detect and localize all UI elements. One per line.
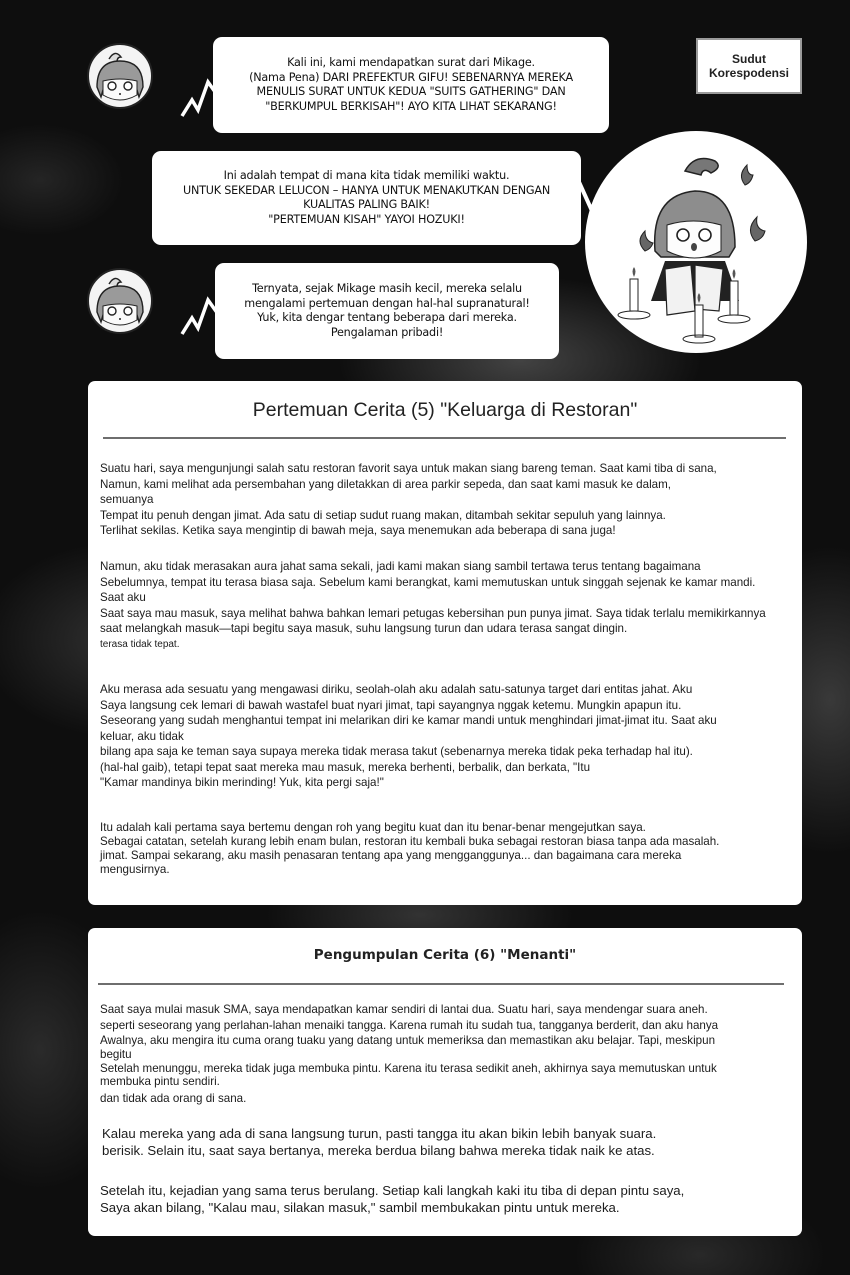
speech-bubble-2: [152, 151, 581, 245]
section-label-line: Korespodensi: [708, 66, 789, 80]
text-line: dan tidak ada orang di sana.: [100, 1092, 247, 1105]
chibi-face-icon: [89, 270, 151, 332]
story-panel-6: [88, 928, 802, 1236]
story-paragraph: [100, 682, 786, 791]
story-paragraph: [100, 821, 786, 877]
bubble-line: Ternyata, sejak Mikage masih kecil, mereka selalu: [252, 282, 522, 295]
text-line: Terlihat sekilas. Ketika saya mengintip di bawah meja, saya menemukan ada beberapa di sana juga!: [100, 524, 616, 537]
text-line: Saat saya mau masuk, saya melihat bahwa bahkan lemari petugas kebersihan pun punya jimat. Saya tidak terlalu memikirkannya: [100, 606, 766, 620]
text-line: Suatu hari, saya mengunjungi salah satu restoran favorit saya untuk makan siang bareng teman. Saat kami tiba di sana,: [100, 462, 717, 475]
character-illustration: [585, 131, 807, 353]
text-line: Setelah itu, kejadian yang sama terus berulang. Setiap kali langkah kaki itu tiba di depan pintu saya,: [100, 1183, 685, 1198]
avatar-mikage-top: [87, 43, 153, 109]
text-line: terasa tidak tepat.: [100, 638, 180, 650]
text-line: berisik. Selain itu, saat saya bertanya, mereka berdua bilang bahwa mereka tidak naik ke atas.: [102, 1143, 655, 1158]
story-paragraph: [102, 1125, 786, 1159]
title-divider: [103, 437, 786, 439]
text-line: Saya langsung cek lemari di bawah wastafel buat nyari jimat, tapi sayangnya nggak ketemu. Mungkin apapun itu.: [100, 698, 682, 712]
text-line: Sebelumnya, tempat itu terasa biasa saja. Sebelum kami berangkat, kami memutuskan untuk singgah sejenak ke kamar mandi.: [100, 575, 756, 589]
text-line: seperti seseorang yang perlahan-lahan menaiki tangga. Karena rumah itu sudah tua, tangganya berderit, dan aku hanya: [100, 1018, 719, 1032]
story-title: Pengumpulan Cerita (6) "Menanti": [313, 947, 577, 963]
section-label-line: Sudut: [732, 52, 766, 66]
speech-jag-icon: [178, 290, 220, 340]
text-line: Saat aku: [100, 591, 146, 604]
bubble-line: "PERTEMUAN KISAH" YAYOI HOZUKI!: [268, 212, 465, 226]
text-line: Kalau mereka yang ada di sana langsung turun, pasti tangga itu akan bikin lebih banyak suara.: [102, 1126, 657, 1141]
text-line: (hal-hal gaib), tetapi tepat saat mereka mau masuk, mereka berhenti, berbalik, dan berkata, "Itu: [100, 760, 591, 774]
text-line: jimat. Sampai sekarang, aku masih penasaran tentang apa yang mengganggunya... dan bagaimana cara mereka: [100, 849, 682, 862]
bubble-line: "BERKUMPUL BERKISAH"! AYO KITA LIHAT SEKARANG!: [265, 99, 557, 113]
speech-bubble-1: [213, 37, 609, 133]
story-paragraph: [100, 461, 786, 539]
story-paragraph: [100, 1002, 786, 1107]
text-line: Tempat itu penuh dengan jimat. Ada satu di setiap sudut ruang makan, ditambah sekitar sepuluh yang lainnya.: [100, 508, 666, 522]
text-line: Saya akan bilang, "Kalau mau, silakan masuk," sambil membukakan pintu untuk mereka.: [100, 1200, 620, 1215]
bubble-line: MENULIS SURAT UNTUK KEDUA "SUITS GATHERING" DAN: [256, 85, 566, 98]
bubble-line: KUALITAS PALING BAIK!: [303, 198, 430, 211]
text-line: "Kamar mandinya bikin merinding! Yuk, kita pergi saja!": [100, 776, 384, 789]
text-line: Awalnya, aku mengira itu cuma orang tuaku yang datang untuk memeriksa dan memastikan aku belajar. Tapi, meskipun: [100, 1034, 716, 1047]
text-line: Namun, aku tidak merasakan aura jahat sama sekali, jadi kami makan siang sambil tertawa terus tentang bagaimana: [100, 560, 701, 573]
chibi-face-icon: [89, 45, 151, 107]
bubble-line: Kali ini, kami mendapatkan surat dari Mikage.: [287, 56, 535, 69]
title-divider: [98, 983, 784, 985]
speech-bubble-3: [215, 263, 559, 359]
section-label-box: [696, 38, 802, 94]
story-paragraph: [100, 559, 786, 652]
text-line: Aku merasa ada sesuatu yang mengawasi diriku, seolah-olah aku adalah satu-satunya target dari entitas jahat. Aku: [100, 683, 693, 696]
text-line: Seseorang yang sudah menghantui tempat ini melarikan diri ke kamar mandi untuk menghindari jimat-jimat itu. Saat aku: [100, 714, 717, 727]
girl-reading-menu-illustration: [585, 131, 807, 353]
text-line: Setelah menunggu, mereka tidak juga membuka pintu. Karena itu terasa sedikit aneh, akhirnya saya memutuskan untuk: [100, 1061, 717, 1075]
text-line: saat melangkah masuk—tapi begitu saya masuk, suhu langsung turun dan udara terasa sangat dingin.: [100, 622, 628, 635]
bubble-line: Ini adalah tempat di mana kita tidak memiliki waktu.: [223, 169, 510, 182]
story-paragraph: [100, 1182, 786, 1216]
text-line: membuka pintu sendiri.: [100, 1075, 220, 1088]
bubble-line: Pengalaman pribadi!: [330, 325, 444, 339]
bubble-line: (Nama Pena) DARI PREFEKTUR GIFU! SEBENARNYA MEREKA: [249, 70, 573, 84]
story-title: Pertemuan Cerita (5) "Keluarga di Restoran": [252, 399, 638, 421]
bubble-line: Yuk, kita dengar tentang beberapa dari mereka.: [257, 311, 517, 324]
text-line: mengusirnya.: [100, 863, 170, 876]
avatar-mikage-bottom: [87, 268, 153, 334]
bubble-line: mengalami pertemuan dengan hal-hal supranatural!: [244, 296, 530, 310]
bubble-line: UNTUK SEKEDAR LELUCON – HANYA UNTUK MENAKUTKAN DENGAN: [182, 183, 551, 197]
text-line: semuanya: [100, 493, 154, 506]
text-line: Namun, kami melihat ada persembahan yang diletakkan di area parkir sepeda, dan saat kami masuk ke dalam,: [100, 477, 671, 491]
story-panel-5: [88, 381, 802, 905]
text-line: Itu adalah kali pertama saya bertemu dengan roh yang begitu kuat dan itu benar-benar mengejutkan saya.: [100, 821, 646, 834]
text-line: Saat saya mulai masuk SMA, saya mendapatkan kamar sendiri di lantai dua. Suatu hari, saya mendengar suara aneh.: [100, 1003, 708, 1016]
text-line: Sebagai catatan, setelah kurang lebih enam bulan, restoran itu kembali buka sebagai restoran biasa tanpa ada masalah.: [100, 835, 720, 848]
text-line: begitu: [100, 1047, 132, 1061]
text-line: bilang apa saja ke teman saya supaya mereka tidak merasa takut (sebenarnya mereka tidak peka terhadap hal itu).: [100, 745, 693, 758]
text-line: keluar, aku tidak: [100, 729, 184, 743]
